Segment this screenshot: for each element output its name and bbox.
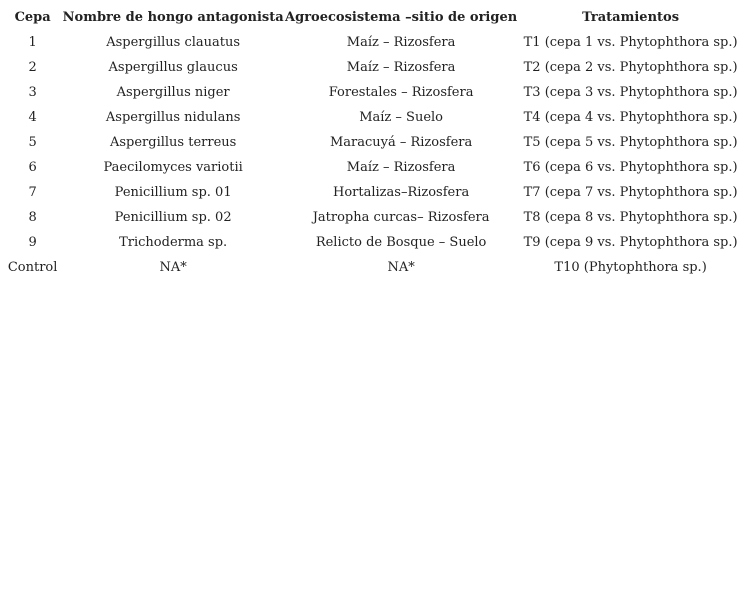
cell-agroecosistema: Jatropha curcas– Rizosfera <box>312 210 490 225</box>
cell-cepa: 9 <box>28 235 37 250</box>
header-row <box>4 5 744 30</box>
cell-agroecosistema: Relicto de Bosque – Suelo <box>315 235 487 250</box>
cell-agroecosistema: NA* <box>387 260 415 275</box>
cell-agroecosistema: Maíz – Suelo <box>359 110 443 125</box>
cell-tratamiento: T5 (cepa 5 vs. Phytophthora sp.) <box>523 135 738 150</box>
cell-tratamiento: T3 (cepa 3 vs. Phytophthora sp.) <box>523 85 738 100</box>
cell-tratamiento: T6 (cepa 6 vs. Phytophthora sp.) <box>523 160 738 175</box>
header-hongo: Nombre de hongo antagonista <box>62 10 284 25</box>
cell-hongo: Penicillium sp. 01 <box>114 185 232 200</box>
cell-agroecosistema: Hortalizas–Rizosfera <box>333 185 470 200</box>
cell-cepa: 8 <box>28 210 37 225</box>
cell-hongo: Trichoderma sp. <box>119 235 228 250</box>
cell-hongo: Aspergillus terreus <box>109 135 237 150</box>
table-row <box>4 230 744 255</box>
table-row <box>4 55 744 80</box>
cell-hongo: Aspergillus niger <box>116 85 230 100</box>
cell-cepa: 4 <box>28 110 37 125</box>
cell-cepa: 6 <box>28 160 37 175</box>
cell-cepa: 3 <box>28 85 37 100</box>
cell-agroecosistema: Forestales – Rizosfera <box>328 85 474 100</box>
cell-hongo: NA* <box>159 260 187 275</box>
header-tratamientos: Tratamientos <box>582 10 680 25</box>
table-row <box>4 105 744 130</box>
table-row <box>4 130 744 155</box>
header-agroecosistema: Agroecosistema –sitio de origen <box>285 10 518 25</box>
cell-hongo: Aspergillus nidulans <box>105 110 241 125</box>
cell-tratamiento: T8 (cepa 8 vs. Phytophthora sp.) <box>523 210 738 225</box>
cell-agroecosistema: Maíz – Rizosfera <box>346 35 456 50</box>
cell-cepa: 1 <box>28 35 37 50</box>
table-row <box>4 155 744 180</box>
cell-cepa: 5 <box>28 135 37 150</box>
table-row <box>4 30 744 55</box>
header-cepa: Cepa <box>14 10 51 25</box>
cell-tratamiento: T2 (cepa 2 vs. Phytophthora sp.) <box>523 60 738 75</box>
table-row <box>4 80 744 105</box>
strains-table <box>4 5 744 280</box>
cell-tratamiento: T10 (Phytophthora sp.) <box>554 260 707 275</box>
cell-cepa: 7 <box>28 185 37 200</box>
table-header <box>4 5 744 30</box>
cell-tratamiento: T7 (cepa 7 vs. Phytophthora sp.) <box>523 185 738 200</box>
cell-agroecosistema: Maíz – Rizosfera <box>346 60 456 75</box>
table-row <box>4 255 744 280</box>
cell-cepa: 2 <box>28 60 37 75</box>
cell-agroecosistema: Maíz – Rizosfera <box>346 160 456 175</box>
cell-tratamiento: T1 (cepa 1 vs. Phytophthora sp.) <box>523 35 738 50</box>
cell-hongo: Aspergillus clauatus <box>106 35 241 50</box>
cell-hongo: Paecilomyces variotii <box>103 160 243 175</box>
cell-agroecosistema: Maracuyá – Rizosfera <box>329 135 473 150</box>
cell-cepa: Control <box>7 260 58 275</box>
cell-tratamiento: T9 (cepa 9 vs. Phytophthora sp.) <box>523 235 738 250</box>
cell-hongo: Aspergillus glaucus <box>108 60 238 75</box>
table-body <box>4 30 744 280</box>
cell-tratamiento: T4 (cepa 4 vs. Phytophthora sp.) <box>523 110 738 125</box>
table-row <box>4 180 744 205</box>
cell-hongo: Penicillium sp. 02 <box>114 210 232 225</box>
table-row <box>4 205 744 230</box>
